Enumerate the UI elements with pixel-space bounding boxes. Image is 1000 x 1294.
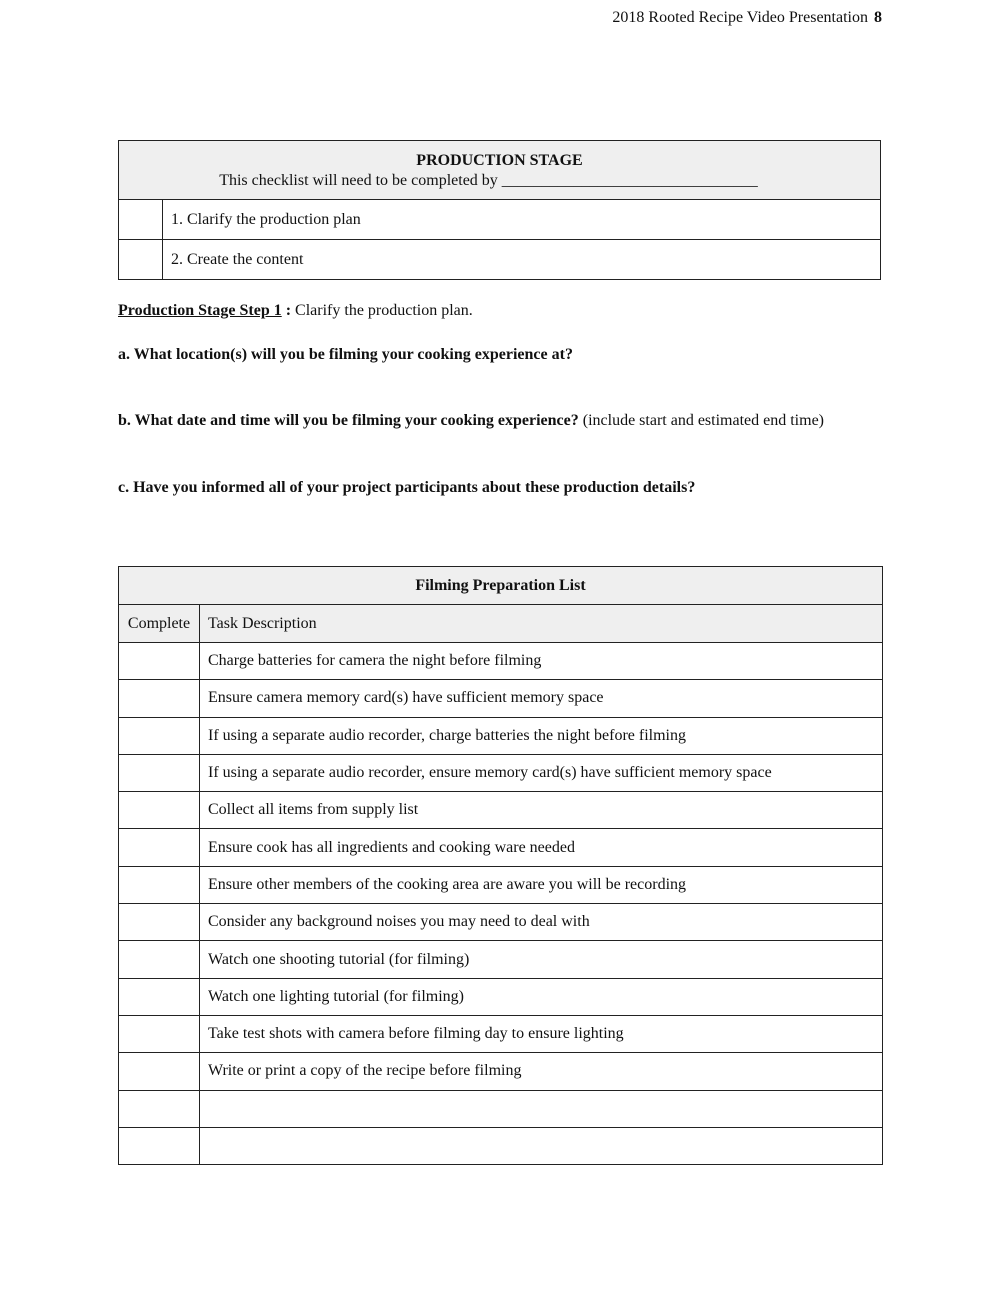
- checklist-checkbox-cell[interactable]: [119, 240, 163, 280]
- page-header: [612, 9, 882, 27]
- checklist-checkbox-cell[interactable]: [119, 200, 163, 240]
- question-b-bold: b. What date and time will you be filming your cooking experience?: [118, 412, 579, 429]
- complete-cell[interactable]: [119, 1015, 200, 1052]
- task-description: Write or print a copy of the recipe before filming: [200, 1053, 883, 1090]
- complete-cell[interactable]: [119, 754, 200, 791]
- table-row: [119, 754, 883, 791]
- complete-cell[interactable]: [119, 643, 200, 680]
- task-description: Consider any background noises you may need to deal with: [200, 904, 883, 941]
- task-description: Collect all items from supply list: [200, 792, 883, 829]
- table-row: [119, 717, 883, 754]
- checklist-row: [119, 200, 881, 240]
- task-description: Watch one shooting tutorial (for filming): [200, 941, 883, 978]
- step-label: Production Stage Step 1: [118, 302, 282, 319]
- complete-cell[interactable]: [119, 978, 200, 1015]
- column-header-task: Task Description: [200, 605, 883, 643]
- task-description[interactable]: [200, 1127, 883, 1164]
- table-row: [119, 1053, 883, 1090]
- complete-cell[interactable]: [119, 941, 200, 978]
- table-row: [119, 1090, 883, 1127]
- table-row: [119, 1015, 883, 1052]
- complete-cell[interactable]: [119, 866, 200, 903]
- production-stage-subtitle: This checklist will need to be completed by ________________________________: [219, 172, 758, 189]
- task-description: Take test shots with camera before filming day to ensure lighting: [200, 1015, 883, 1052]
- table-row: [119, 978, 883, 1015]
- task-description: Watch one lighting tutorial (for filming): [200, 978, 883, 1015]
- filming-preparation-table: [118, 566, 883, 1165]
- table-row: [119, 680, 883, 717]
- table-row: [119, 792, 883, 829]
- question-c: c. Have you informed all of your project participants about these production details?: [118, 479, 696, 496]
- complete-cell[interactable]: [119, 717, 200, 754]
- complete-cell[interactable]: [119, 1127, 200, 1164]
- production-stage-table: [118, 140, 881, 280]
- task-description: Ensure cook has all ingredients and cooking ware needed: [200, 829, 883, 866]
- column-header-complete: Complete: [119, 605, 200, 643]
- complete-cell[interactable]: [119, 1090, 200, 1127]
- step-text: Clarify the production plan.: [295, 302, 473, 319]
- table-row: [119, 1127, 883, 1164]
- task-description: If using a separate audio recorder, ensure memory card(s) have sufficient memory space: [200, 754, 883, 791]
- production-stage-header: [119, 141, 881, 200]
- task-description: Charge batteries for camera the night before filming: [200, 643, 883, 680]
- filming-table-title: Filming Preparation List: [119, 567, 883, 605]
- checklist-item-label: 2. Create the content: [163, 240, 881, 280]
- question-b-note: (include start and estimated end time): [578, 412, 824, 429]
- production-stage-title: PRODUCTION STAGE: [416, 152, 583, 169]
- task-description[interactable]: [200, 1090, 883, 1127]
- complete-cell[interactable]: [119, 792, 200, 829]
- question-a: a. What location(s) will you be filming your cooking experience at?: [118, 346, 573, 363]
- complete-cell[interactable]: [119, 680, 200, 717]
- checklist-item-label: 1. Clarify the production plan: [163, 200, 881, 240]
- complete-cell[interactable]: [119, 829, 200, 866]
- complete-cell[interactable]: [119, 904, 200, 941]
- table-row: [119, 829, 883, 866]
- table-row: [119, 941, 883, 978]
- task-description: Ensure camera memory card(s) have sufficient memory space: [200, 680, 883, 717]
- checklist-row: [119, 240, 881, 280]
- complete-cell[interactable]: [119, 1053, 200, 1090]
- task-description: If using a separate audio recorder, charge batteries the night before filming: [200, 717, 883, 754]
- step-colon: :: [281, 302, 296, 319]
- document-title: 2018 Rooted Recipe Video Presentation: [612, 9, 868, 26]
- task-description: Ensure other members of the cooking area are aware you will be recording: [200, 866, 883, 903]
- page-number: 8: [874, 9, 882, 26]
- step-heading: [118, 302, 473, 320]
- table-row: [119, 904, 883, 941]
- question-b: [118, 412, 824, 430]
- table-row: [119, 643, 883, 680]
- table-row: [119, 866, 883, 903]
